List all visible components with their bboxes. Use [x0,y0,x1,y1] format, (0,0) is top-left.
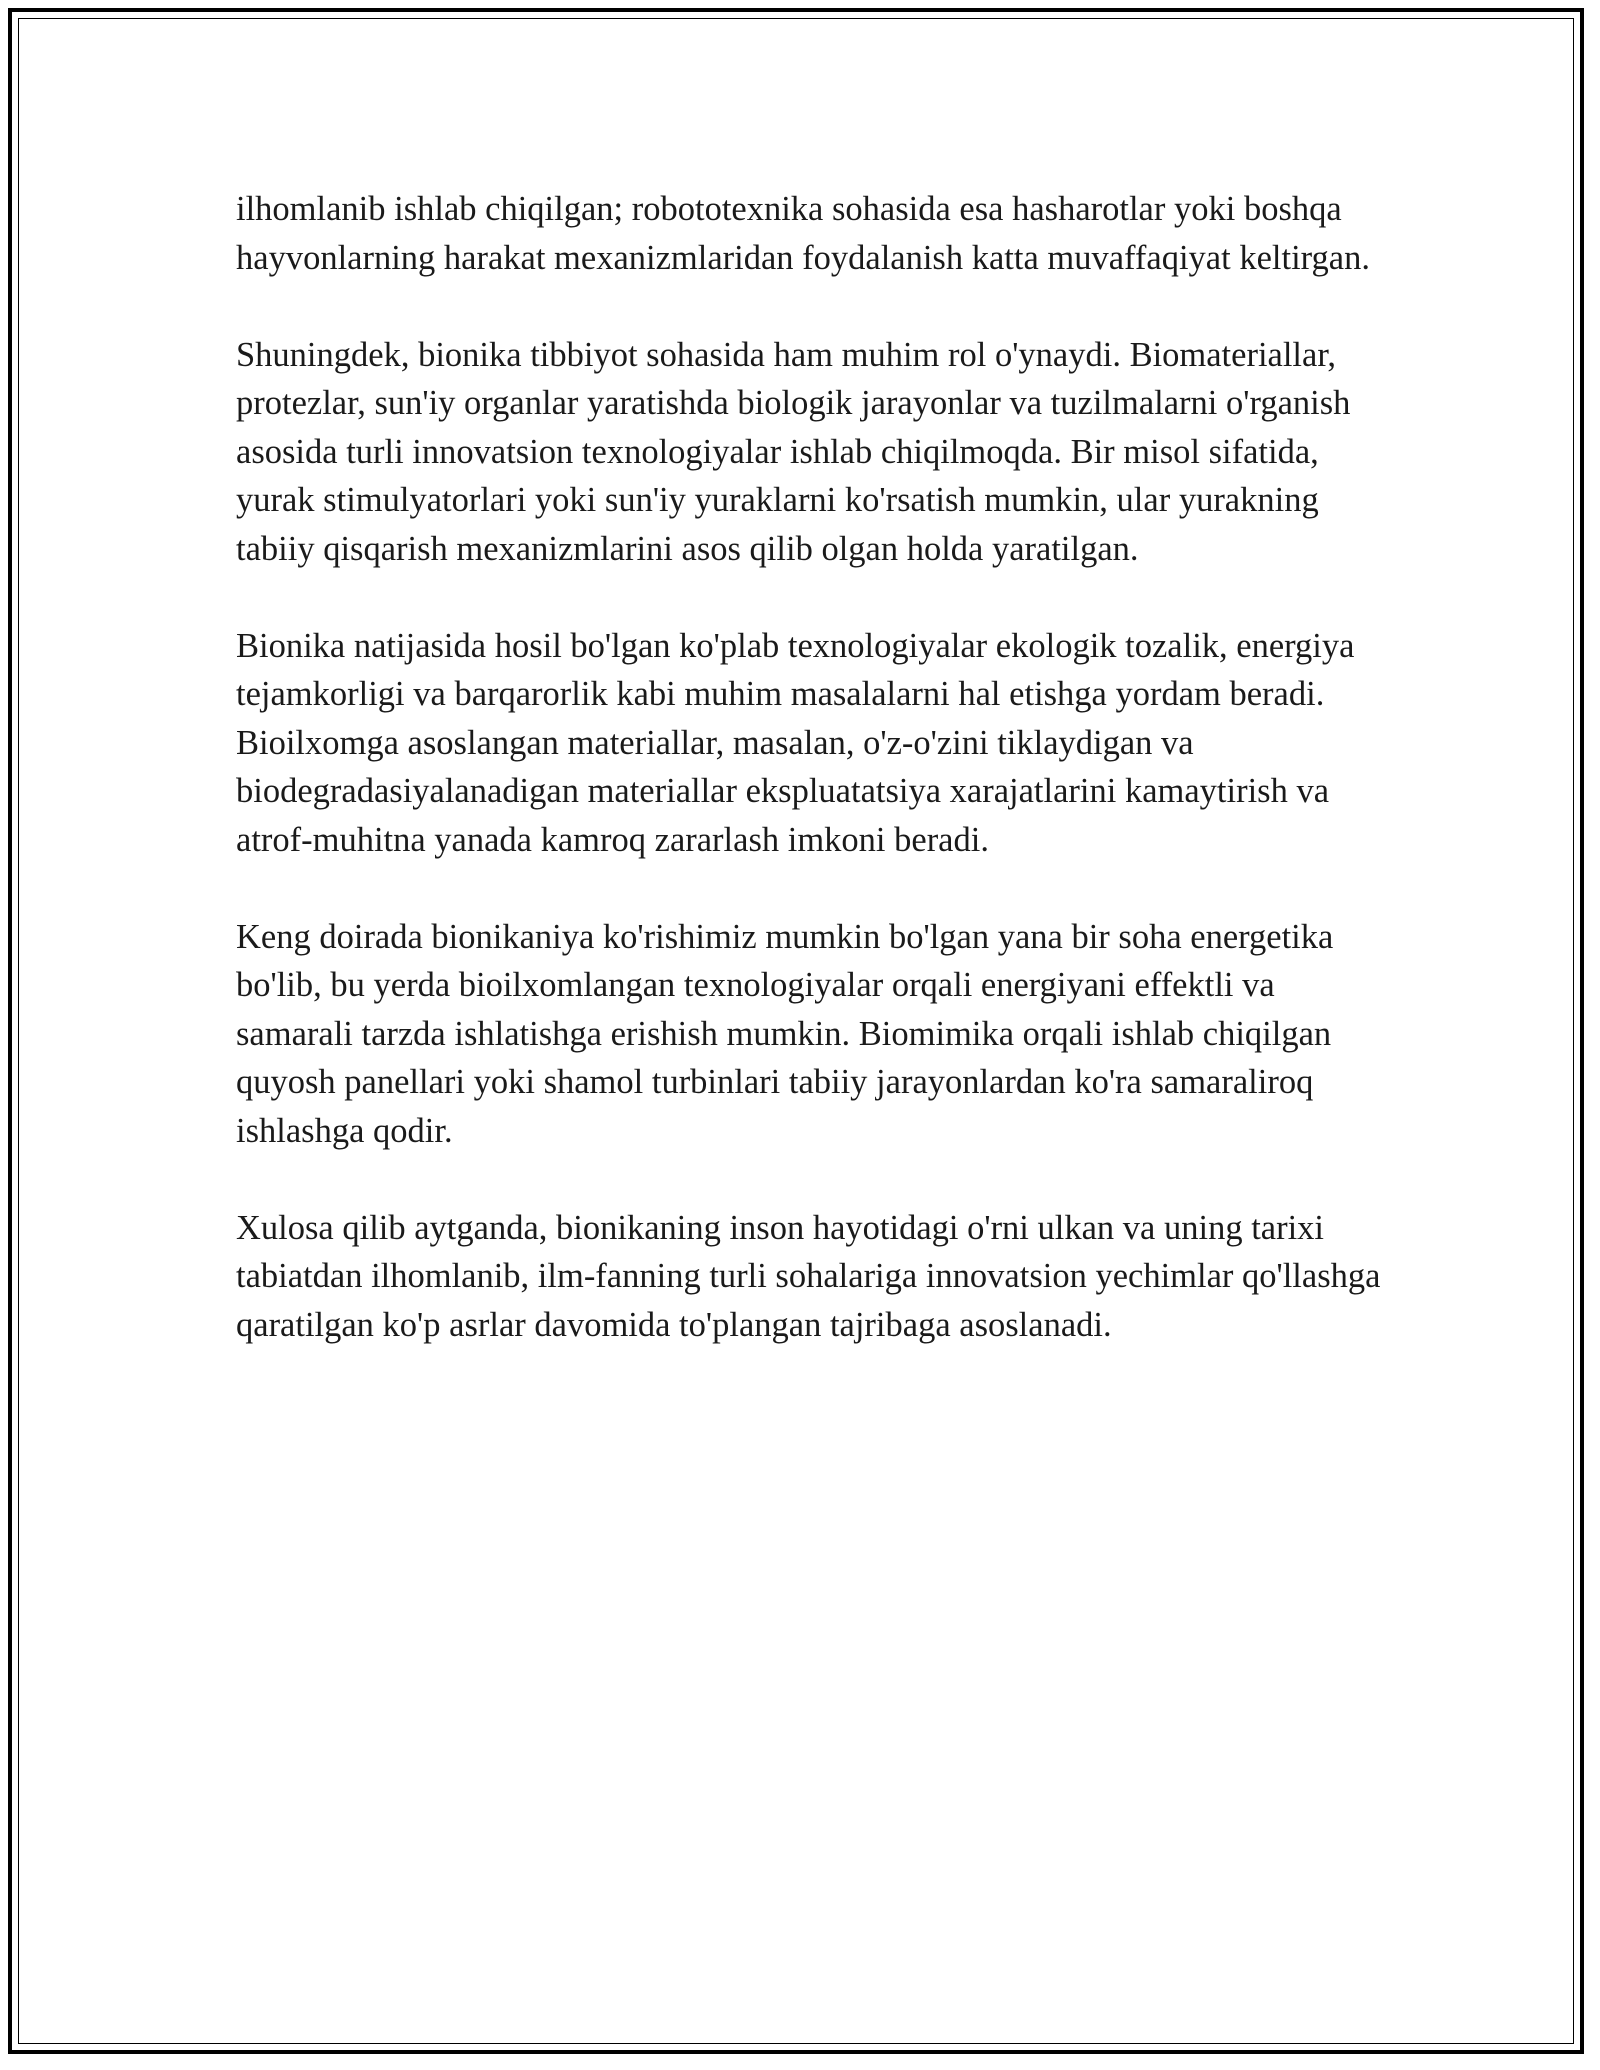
paragraph: Xulosa qilib aytganda, bionikaning inson hayotidagi o'rni ulkan va uning tarixi tabiatdan ilhomlanib, ilm-fanning turli sohalariga innovatsion yechimlar qo'llashga qaratilgan ko'p asrlar davomida to'plangan tajribaga asoslanadi. [236,1208,1381,1344]
document-body [236,185,1386,1398]
paragraph: Keng doirada bionikaniya ko'rishimiz mumkin bo'lgan yana bir soha energetika bo'lib, bu yerda bioilxomlangan texnologiyalar orqali energiyani effektli va samarali tarzda ishlatishga erishish mumkin. Biomimika orqali ishlab chiqilgan quyosh panellari yoki shamol turbinlari tabiiy jarayonlardan ko'ra samaraliroq ishlashga qodir. [236,917,1334,1150]
paragraph: ilhomlanib ishlab chiqilgan; robototexnika sohasida esa hasharotlar yoki boshqa hayvonlarning harakat mexanizmlaridan foydalanish katta muvaffaqiyat keltirgan. [236,190,1370,277]
paragraph: Bionika natijasida hosil bo'lgan ko'plab texnologiyalar ekologik tozalik, energiya tejamkorligi va barqarorlik kabi muhim masalalarni hal etishga yordam beradi. Bioilxomga asoslangan materiallar, masalan, o'z-o'zini tiklaydigan va biodegradasiyalanadigan materiallar ekspluatatsiya xarajatlarini kamaytirish va atrof-muhitna yanada kamroq zararlash imkoni beradi. [236,626,1355,859]
paragraph: Shuningdek, bionika tibbiyot sohasida ham muhim rol o'ynaydi. Biomateriallar, protezlar, sun'iy organlar yaratishda biologik jarayonlar va tuzilmalarni o'rganish asosida turli innovatsion texnologiyalar ishlab chiqilmoqda. Bir misol sifatida, yurak stimulyatorlari yoki sun'iy yuraklarni ko'rsatish mumkin, ular yurakning tabiiy qisqarish mexanizmlarini asos qilib olgan holda yaratilgan. [236,335,1351,568]
